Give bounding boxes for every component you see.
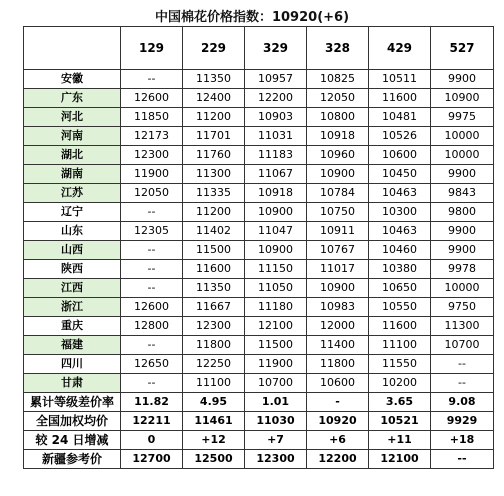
value-cell: 10767 xyxy=(307,241,369,260)
value-cell: -- xyxy=(431,450,494,469)
summary-row xyxy=(24,393,494,412)
value-cell: +12 xyxy=(183,431,245,450)
summary-row xyxy=(24,412,494,431)
value-cell: 12050 xyxy=(121,184,183,203)
value-cell: 10600 xyxy=(369,146,431,165)
value-cell: 11900 xyxy=(245,355,307,374)
header-row xyxy=(24,27,494,70)
value-cell: 3.65 xyxy=(369,393,431,412)
province-row xyxy=(24,241,494,260)
value-cell: 10918 xyxy=(307,127,369,146)
value-cell: 12600 xyxy=(121,89,183,108)
province-label: 重庆 xyxy=(24,317,121,336)
value-cell: 10983 xyxy=(307,298,369,317)
value-cell: 10526 xyxy=(369,127,431,146)
value-cell: 11180 xyxy=(245,298,307,317)
value-cell: 12250 xyxy=(183,355,245,374)
value-cell: 12400 xyxy=(183,89,245,108)
value-cell: 11067 xyxy=(245,165,307,184)
province-row xyxy=(24,184,494,203)
value-cell: 11300 xyxy=(183,165,245,184)
province-label: 四川 xyxy=(24,355,121,374)
value-cell: 12100 xyxy=(369,450,431,469)
value-cell: 11800 xyxy=(307,355,369,374)
province-label: 江苏 xyxy=(24,184,121,203)
value-cell: 11800 xyxy=(183,336,245,355)
value-cell: -- xyxy=(431,355,494,374)
value-cell: 11047 xyxy=(245,222,307,241)
value-cell: 10463 xyxy=(369,222,431,241)
value-cell: 10521 xyxy=(369,412,431,431)
province-row xyxy=(24,279,494,298)
value-cell: 9750 xyxy=(431,298,494,317)
value-cell: 10800 xyxy=(307,108,369,127)
value-cell: 11350 xyxy=(183,279,245,298)
value-cell: 9800 xyxy=(431,203,494,222)
province-row xyxy=(24,336,494,355)
value-cell: 10650 xyxy=(369,279,431,298)
value-cell: 9900 xyxy=(431,165,494,184)
province-label: 河南 xyxy=(24,127,121,146)
value-cell: 11300 xyxy=(431,317,494,336)
header-corner-cell xyxy=(24,27,121,70)
value-cell: 10300 xyxy=(369,203,431,222)
summary-label: 较 24 日增减 xyxy=(24,431,121,450)
value-cell: 10960 xyxy=(307,146,369,165)
value-cell: 10784 xyxy=(307,184,369,203)
value-cell: 11600 xyxy=(369,317,431,336)
province-label: 福建 xyxy=(24,336,121,355)
province-row xyxy=(24,317,494,336)
value-cell: 9975 xyxy=(431,108,494,127)
value-cell: 11150 xyxy=(245,260,307,279)
value-cell: 10900 xyxy=(307,279,369,298)
page-title: 中国棉花价格指数：10920(+6) xyxy=(154,10,350,25)
province-label: 辽宁 xyxy=(24,203,121,222)
value-cell: 10900 xyxy=(245,241,307,260)
value-cell: 9900 xyxy=(431,70,494,89)
value-cell: 10550 xyxy=(369,298,431,317)
province-row xyxy=(24,127,494,146)
value-cell: 10957 xyxy=(245,70,307,89)
province-label: 河北 xyxy=(24,108,121,127)
value-cell: 12200 xyxy=(307,450,369,469)
value-cell: - xyxy=(307,393,369,412)
value-cell: 9929 xyxy=(431,412,494,431)
value-cell: 9843 xyxy=(431,184,494,203)
value-cell: 10920 xyxy=(307,412,369,431)
province-label: 山西 xyxy=(24,241,121,260)
value-cell: 11667 xyxy=(183,298,245,317)
value-cell: -- xyxy=(121,70,183,89)
value-cell: -- xyxy=(121,279,183,298)
province-row xyxy=(24,374,494,393)
value-cell: 10463 xyxy=(369,184,431,203)
column-header: 527 xyxy=(431,27,494,70)
column-header: 229 xyxy=(183,27,245,70)
province-label: 湖北 xyxy=(24,146,121,165)
value-cell: 12100 xyxy=(245,317,307,336)
value-cell: 12173 xyxy=(121,127,183,146)
value-cell: +7 xyxy=(245,431,307,450)
value-cell: 12300 xyxy=(245,450,307,469)
value-cell: 10900 xyxy=(431,89,494,108)
province-row xyxy=(24,89,494,108)
value-cell: 11335 xyxy=(183,184,245,203)
value-cell: -- xyxy=(121,336,183,355)
value-cell: 12050 xyxy=(307,89,369,108)
value-cell: +6 xyxy=(307,431,369,450)
value-cell: 12300 xyxy=(183,317,245,336)
value-cell: 10900 xyxy=(307,165,369,184)
value-cell: 11031 xyxy=(245,127,307,146)
value-cell: 10481 xyxy=(369,108,431,127)
value-cell: -- xyxy=(121,374,183,393)
column-header: 429 xyxy=(369,27,431,70)
value-cell: 11701 xyxy=(183,127,245,146)
summary-label: 累计等级差价率 xyxy=(24,393,121,412)
province-row xyxy=(24,70,494,89)
value-cell: 11200 xyxy=(183,108,245,127)
value-cell: 12800 xyxy=(121,317,183,336)
column-header: 329 xyxy=(245,27,307,70)
value-cell: 12700 xyxy=(121,450,183,469)
value-cell: 11600 xyxy=(369,89,431,108)
province-row xyxy=(24,355,494,374)
value-cell: 11350 xyxy=(183,70,245,89)
value-cell: 10900 xyxy=(245,203,307,222)
value-cell: 11550 xyxy=(369,355,431,374)
value-cell: 11183 xyxy=(245,146,307,165)
value-cell: 11850 xyxy=(121,108,183,127)
column-header: 328 xyxy=(307,27,369,70)
province-row xyxy=(24,146,494,165)
value-cell: 10911 xyxy=(307,222,369,241)
value-cell: 11500 xyxy=(183,241,245,260)
value-cell: 11900 xyxy=(121,165,183,184)
province-label: 安徽 xyxy=(24,70,121,89)
province-row xyxy=(24,298,494,317)
province-label: 浙江 xyxy=(24,298,121,317)
value-cell: 11030 xyxy=(245,412,307,431)
province-label: 甘肃 xyxy=(24,374,121,393)
value-cell: 10700 xyxy=(245,374,307,393)
value-cell: -- xyxy=(121,241,183,260)
value-cell: 11402 xyxy=(183,222,245,241)
value-cell: 10903 xyxy=(245,108,307,127)
value-cell: 10600 xyxy=(307,374,369,393)
summary-row xyxy=(24,431,494,450)
province-label: 广东 xyxy=(24,89,121,108)
cotton-price-table xyxy=(23,26,494,469)
value-cell: 11100 xyxy=(183,374,245,393)
value-cell: 10460 xyxy=(369,241,431,260)
value-cell: 12600 xyxy=(121,298,183,317)
value-cell: 4.95 xyxy=(183,393,245,412)
value-cell: +18 xyxy=(431,431,494,450)
value-cell: 11.82 xyxy=(121,393,183,412)
value-cell: 9.08 xyxy=(431,393,494,412)
province-row xyxy=(24,203,494,222)
value-cell: 9978 xyxy=(431,260,494,279)
value-cell: 11461 xyxy=(183,412,245,431)
value-cell: 10750 xyxy=(307,203,369,222)
value-cell: 11100 xyxy=(369,336,431,355)
value-cell: 11600 xyxy=(183,260,245,279)
summary-label: 新疆参考价 xyxy=(24,450,121,469)
value-cell: 10700 xyxy=(431,336,494,355)
column-header: 129 xyxy=(121,27,183,70)
value-cell: 11760 xyxy=(183,146,245,165)
value-cell: 12500 xyxy=(183,450,245,469)
value-cell: -- xyxy=(431,374,494,393)
province-label: 山东 xyxy=(24,222,121,241)
value-cell: 11400 xyxy=(307,336,369,355)
value-cell: 10918 xyxy=(245,184,307,203)
value-cell: 12200 xyxy=(245,89,307,108)
value-cell: 10000 xyxy=(431,146,494,165)
value-cell: 12650 xyxy=(121,355,183,374)
value-cell: 1.01 xyxy=(245,393,307,412)
value-cell: 10380 xyxy=(369,260,431,279)
value-cell: 11017 xyxy=(307,260,369,279)
province-row xyxy=(24,222,494,241)
summary-row xyxy=(24,450,494,469)
value-cell: -- xyxy=(121,260,183,279)
province-label: 陕西 xyxy=(24,260,121,279)
value-cell: 12211 xyxy=(121,412,183,431)
value-cell: 10825 xyxy=(307,70,369,89)
value-cell: 9900 xyxy=(431,241,494,260)
province-row xyxy=(24,108,494,127)
table-body xyxy=(24,27,494,469)
province-label: 江西 xyxy=(24,279,121,298)
province-label: 湖南 xyxy=(24,165,121,184)
value-cell: +11 xyxy=(369,431,431,450)
value-cell: 12000 xyxy=(307,317,369,336)
value-cell: 12300 xyxy=(121,146,183,165)
value-cell: 12305 xyxy=(121,222,183,241)
value-cell: 11500 xyxy=(245,336,307,355)
value-cell: 10200 xyxy=(369,374,431,393)
value-cell: 10000 xyxy=(431,127,494,146)
value-cell: 11050 xyxy=(245,279,307,298)
value-cell: -- xyxy=(121,203,183,222)
province-row xyxy=(24,165,494,184)
value-cell: 10450 xyxy=(369,165,431,184)
summary-label: 全国加权均价 xyxy=(24,412,121,431)
value-cell: 9900 xyxy=(431,222,494,241)
value-cell: 10000 xyxy=(431,279,494,298)
province-row xyxy=(24,260,494,279)
value-cell: 11200 xyxy=(183,203,245,222)
value-cell: 10511 xyxy=(369,70,431,89)
value-cell: 0 xyxy=(121,431,183,450)
